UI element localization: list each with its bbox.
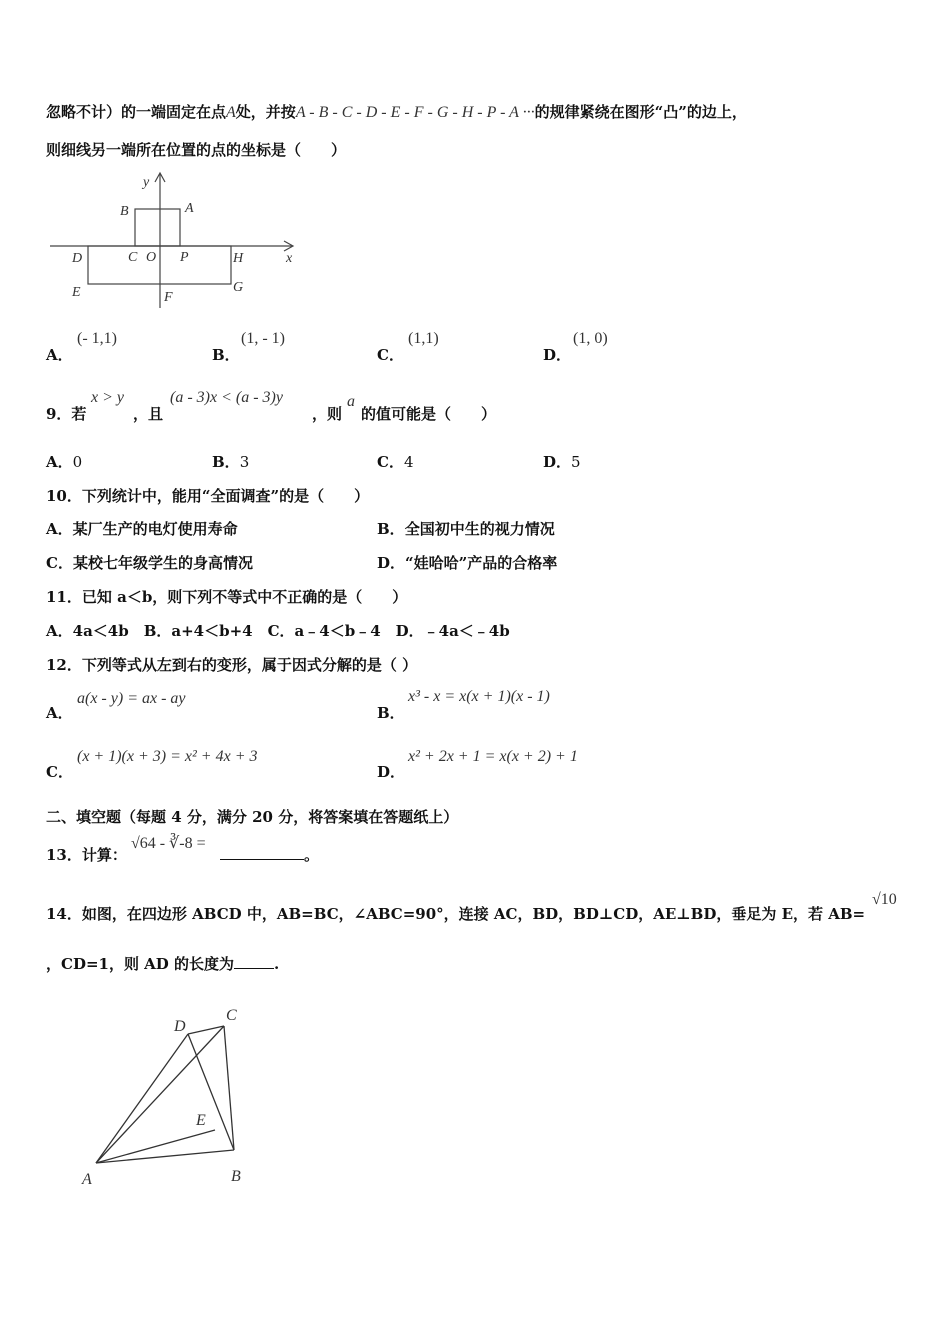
q8-point-a: A (226, 104, 236, 121)
q10-text: 10．下列统计中，能用“全面调查”的是（ ） (46, 487, 370, 505)
q9-cond1: x > y (91, 389, 124, 406)
q9-then: ，则 (312, 405, 343, 423)
label-d: D (174, 1018, 186, 1035)
option-letter: B． (212, 346, 240, 364)
q8-line1-mid: 处，并按 (235, 103, 296, 121)
q9-option-c[interactable] (377, 451, 414, 472)
q9-option-d[interactable] (543, 451, 581, 472)
option-value: 全国初中生的视力情况 (404, 520, 555, 538)
option-letter: A． (46, 453, 73, 471)
q12-option-a[interactable] (46, 702, 73, 723)
q9-option-a[interactable] (46, 451, 82, 472)
q8-option-a[interactable] (46, 344, 73, 365)
option-letter: C． (377, 346, 404, 364)
section-title: 二、填空题（每题 4 分，满分 20 分，将答案填在答题纸上） (46, 808, 459, 826)
segment-bd (188, 1034, 234, 1150)
q8-option-c-value: (1,1) (408, 330, 439, 347)
q14-root: √10 (872, 891, 897, 908)
q13-answer-blank[interactable] (220, 845, 304, 860)
label-e: E (196, 1112, 206, 1129)
q8-option-c[interactable] (377, 344, 404, 365)
option-letter: C． (46, 554, 73, 572)
q14-line1: 14．如图，在四边形 ABCD 中，AB=BC，∠ABC=90°，连接 AC，BD，BD⊥CD，AE⊥BD，垂足为 E，若 AB= (46, 905, 866, 923)
q11-text: 11．已知 a＜b，则下列不等式中不正确的是（ ） (46, 588, 408, 606)
q12-text: 12．下列等式从左到右的变形，属于因式分解的是（ ） (46, 656, 418, 674)
q10-option-d[interactable] (377, 552, 557, 573)
q10-option-b[interactable] (377, 518, 555, 539)
label-y: y (143, 175, 150, 190)
option-letter: C． (377, 453, 404, 471)
option-value: “娃哈哈”产品的合格率 (405, 554, 558, 572)
label-a: A (82, 1171, 92, 1188)
q12-option-c[interactable] (46, 761, 73, 782)
q12-option-b-value: x³ - x = x(x + 1)(x - 1) (408, 688, 550, 705)
label-h: H (233, 251, 244, 266)
q12-option-d-value: x² + 2x + 1 = x(x + 2) + 1 (408, 748, 578, 765)
q8-figure (44, 168, 308, 314)
q14-line2 (46, 953, 279, 974)
q9-and: ，且 (133, 405, 164, 423)
segment-cb (224, 1026, 234, 1150)
option-value: 3 (239, 453, 250, 471)
q12-option-a-value: a(x - y) = ax - ay (77, 690, 186, 707)
q8-sequence: A - B - C - D - E - F - G - H - P - A ··· (295, 104, 535, 121)
option-value: 0 (72, 453, 83, 471)
q8-option-d-value: (1, 0) (573, 330, 608, 347)
q13-answer[interactable] (220, 844, 319, 865)
q9-tail: 的值可能是（ ） (361, 405, 497, 423)
label-e: E (72, 285, 81, 300)
q13-label: 13．计算： (46, 846, 127, 864)
segment-dc (188, 1026, 224, 1034)
option-letter: D． (377, 554, 406, 572)
option-letter: D． (543, 453, 572, 471)
q13-expr: √64 - ∛-8 = (131, 835, 206, 852)
label-f: F (164, 290, 173, 305)
top-square (135, 209, 180, 246)
q9-cond2: (a - 3)x < (a - 3)y (170, 389, 283, 406)
segment-ab (96, 1150, 234, 1163)
q8-line1-suffix: 的规律紧绕在图形“凸”的边上， (534, 103, 747, 121)
q14-line2-prefix: ，CD=1，则 AD 的长度为 (46, 955, 235, 973)
label-c: C (128, 250, 138, 265)
option-letter: B． (377, 704, 405, 722)
label-o: O (146, 250, 157, 265)
q13-end: 。 (304, 846, 320, 864)
option-value: 某校七年级学生的身高情况 (72, 554, 253, 572)
q8-line2: 则细线另一端所在位置的点的坐标是（ ） (46, 141, 347, 159)
label-b: B (120, 204, 129, 219)
label-p: P (180, 250, 189, 265)
option-value: 5 (571, 453, 581, 471)
q8-option-d[interactable] (543, 344, 571, 365)
label-g: G (233, 280, 244, 295)
label-a: A (185, 201, 194, 216)
q12-option-b[interactable] (377, 702, 405, 723)
q14-figure (76, 1000, 276, 1200)
label-c: C (226, 1007, 237, 1024)
segment-ac (96, 1026, 224, 1163)
q10-option-a[interactable] (46, 518, 238, 539)
q9-var: a (347, 393, 355, 410)
option-letter: D． (543, 346, 572, 364)
q12-option-d[interactable] (377, 761, 405, 782)
option-letter: C． (46, 763, 73, 781)
q8-option-b[interactable] (212, 344, 240, 365)
q11-options[interactable]: A．4a＜4b B．a+4＜b+4 C．a﹣4＜b﹣4 D．﹣4a＜﹣4b (46, 622, 510, 640)
option-letter: B． (212, 453, 240, 471)
option-value: 某厂生产的电灯使用寿命 (72, 520, 238, 538)
option-letter: D． (377, 763, 406, 781)
q9-number: 9．若 (46, 405, 87, 423)
option-value: 4 (403, 453, 414, 471)
option-letter: A． (46, 704, 73, 722)
q8-option-b-value: (1, - 1) (241, 330, 285, 347)
option-letter: B． (377, 520, 405, 538)
q14-line2-end: . (274, 955, 280, 973)
segment-ae (96, 1130, 215, 1163)
q8-line1 (46, 101, 747, 122)
segment-ad (96, 1034, 188, 1163)
q14-answer-blank[interactable] (234, 954, 274, 969)
label-x: x (286, 251, 293, 266)
option-letter: A． (46, 520, 73, 538)
option-letter: A． (46, 346, 73, 364)
q10-option-c[interactable] (46, 552, 253, 573)
label-b: B (231, 1168, 241, 1185)
q8-line1-prefix: 忽略不计）的一端固定在点 (46, 103, 227, 121)
q9-option-b[interactable] (212, 451, 249, 472)
q12-option-c-value: (x + 1)(x + 3) = x² + 4x + 3 (77, 748, 258, 765)
q8-option-a-value: (- 1,1) (77, 330, 117, 347)
label-d: D (72, 251, 83, 266)
